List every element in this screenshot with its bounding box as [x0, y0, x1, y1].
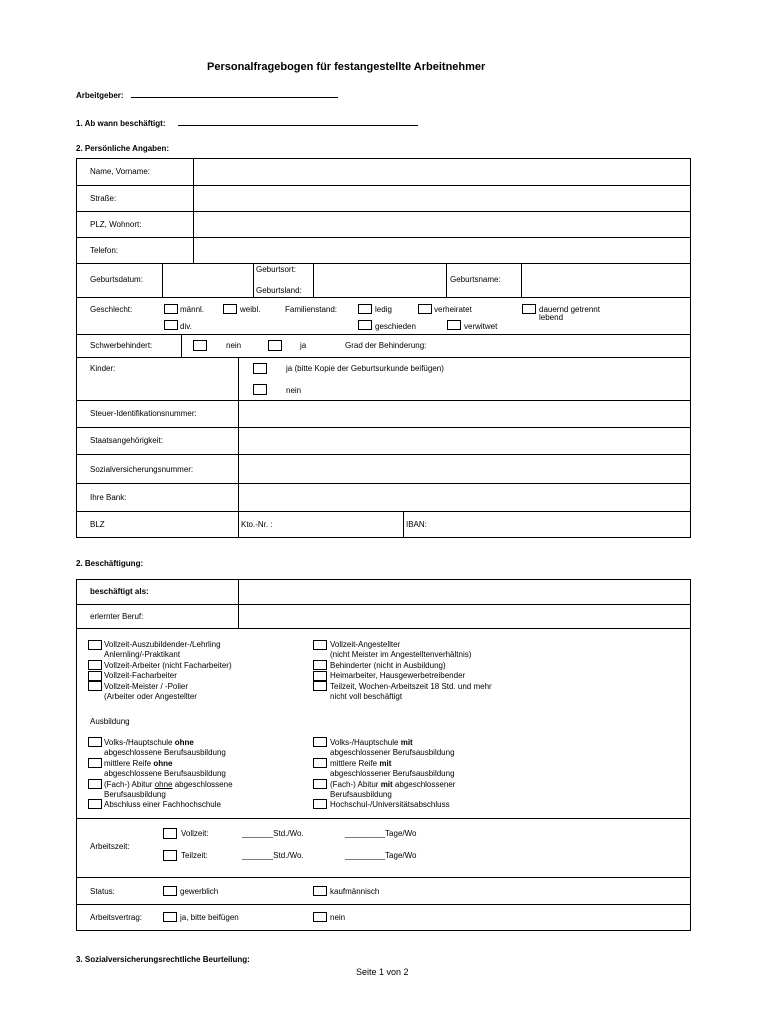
- edu-label: Abschluss einer Fachhochschule: [104, 800, 221, 809]
- children-yes-checkbox[interactable]: [253, 363, 267, 374]
- edu-hauptschule-ohne-checkbox[interactable]: [88, 737, 102, 747]
- edu-label: mittlere Reife mit: [330, 759, 392, 768]
- edu-realschule-mit-checkbox[interactable]: [313, 758, 327, 768]
- social-security-label: Sozialversicherungsnummer:: [90, 465, 194, 474]
- married-label: verheiratet: [434, 305, 472, 314]
- disabled-no-checkbox[interactable]: [193, 340, 207, 351]
- edu-label: abgeschlossener Berufsausbildung: [330, 748, 455, 757]
- parttime-worktime-checkbox[interactable]: [163, 850, 177, 861]
- children-label: Kinder:: [90, 364, 116, 373]
- disabled-worker-checkbox[interactable]: [313, 660, 327, 670]
- widowed-checkbox[interactable]: [447, 320, 461, 330]
- option-label: Behinderter (nicht in Ausbildung): [330, 661, 446, 670]
- option-label: Vollzeit-Meister / -Polier: [104, 682, 189, 691]
- option-label: (Arbeiter oder Angestellter: [104, 692, 197, 701]
- tax-id-label: Steuer-Identifikationsnummer:: [90, 409, 197, 418]
- edu-label: Berufsausbildung: [104, 790, 166, 799]
- bank-label: Ihre Bank:: [90, 493, 127, 502]
- birthplace-label: Geburtsort:: [256, 265, 297, 274]
- edu-abitur-mit-checkbox[interactable]: [313, 779, 327, 789]
- edu-label: (Fach-) Abitur ohne abgeschlossene: [104, 780, 233, 789]
- single-label: ledig: [375, 305, 392, 314]
- page-number: Seite 1 von 2: [356, 967, 409, 977]
- children-yes-label: ja (bitte Kopie der Geburtsurkunde beifügen): [286, 364, 444, 373]
- phone-label: Telefon:: [90, 246, 119, 255]
- fulltime-hours-field[interactable]: _______Std./Wo.: [242, 829, 304, 838]
- contract-yes-label: ja, bitte beifügen: [180, 913, 239, 922]
- marital-label: Familienstand:: [285, 305, 338, 314]
- parttime-hours-field[interactable]: _______Std./Wo.: [242, 851, 304, 860]
- edu-label: Hochschul-/Universitätsabschluss: [330, 800, 450, 809]
- edu-label: mittlere Reife ohne: [104, 759, 173, 768]
- start-date-field[interactable]: [178, 125, 418, 126]
- social-insurance-section-title: 3. Sozialversicherungsrechtliche Beurteilung:: [76, 955, 250, 964]
- commercial-label: gewerblich: [180, 887, 219, 896]
- contract-no-label: nein: [330, 913, 346, 922]
- separated-label-2: lebend: [539, 313, 564, 322]
- edu-realschule-ohne-checkbox[interactable]: [88, 758, 102, 768]
- contract-no-checkbox[interactable]: [313, 912, 327, 922]
- iban-label: IBAN:: [406, 520, 427, 529]
- separated-checkbox[interactable]: [522, 304, 536, 314]
- female-label: weibl.: [240, 305, 261, 314]
- page-title: Personalfragebogen für festangestellte Arbeitnehmer: [207, 61, 486, 73]
- commercial-checkbox[interactable]: [163, 886, 177, 896]
- single-checkbox[interactable]: [358, 304, 372, 314]
- option-label: Vollzeit-Arbeiter (nicht Facharbeiter): [104, 661, 232, 670]
- apprentice-checkbox[interactable]: [88, 640, 102, 650]
- divorced-label: geschieden: [375, 322, 416, 331]
- children-no-label: nein: [286, 386, 302, 395]
- birthcountry-label: Geburtsland:: [256, 286, 302, 295]
- personal-section-title: 2. Persönliche Angaben:: [76, 144, 170, 153]
- homeworker-checkbox[interactable]: [313, 671, 327, 681]
- disabled-no-label: nein: [226, 341, 242, 350]
- account-label: Kto.-Nr. :: [241, 520, 273, 529]
- skilled-worker-checkbox[interactable]: [88, 671, 102, 681]
- edu-label: Volks-/Hauptschule ohne: [104, 738, 194, 747]
- fulltime-checkbox[interactable]: [163, 828, 177, 839]
- female-checkbox[interactable]: [223, 304, 237, 314]
- name-label: Name, Vorname:: [90, 167, 151, 176]
- diverse-checkbox[interactable]: [164, 320, 178, 330]
- parttime-days-field[interactable]: _________Tage/Wo: [345, 851, 417, 860]
- worktime-label: Arbeitszeit:: [90, 842, 130, 851]
- male-checkbox[interactable]: [164, 304, 178, 314]
- option-label: Vollzeit-Angestellter: [330, 640, 401, 649]
- option-label: Vollzeit-Auszubildender-/Lehrling: [104, 640, 221, 649]
- married-checkbox[interactable]: [418, 304, 432, 314]
- trained-job-label: erlernter Beruf:: [90, 612, 144, 621]
- male-label: männl.: [180, 305, 205, 314]
- employer-label: Arbeitgeber:: [76, 91, 124, 100]
- divorced-checkbox[interactable]: [358, 320, 372, 330]
- disabled-yes-checkbox[interactable]: [268, 340, 282, 351]
- birthdate-label: Geburtsdatum:: [90, 275, 143, 284]
- contract-label: Arbeitsvertrag:: [90, 913, 143, 922]
- option-label: (nicht Meister im Angestelltenverhältnis): [330, 650, 472, 659]
- employee-checkbox[interactable]: [313, 640, 327, 650]
- status-label: Status:: [90, 887, 115, 896]
- disability-degree-label: Grad der Behinderung:: [345, 341, 427, 350]
- diverse-label: div.: [180, 322, 192, 331]
- edu-label: Volks-/Hauptschule mit: [330, 738, 413, 747]
- edu-label: abgeschlossene Berufsausbildung: [104, 748, 226, 757]
- parttime-label: Teilzeit:: [181, 851, 208, 860]
- edu-abitur-ohne-checkbox[interactable]: [88, 779, 102, 789]
- fulltime-label: Vollzeit:: [181, 829, 209, 838]
- edu-label: Berufsausbildung: [330, 790, 392, 799]
- employer-field[interactable]: [131, 97, 338, 98]
- parttime-checkbox[interactable]: [313, 681, 327, 691]
- street-label: Straße:: [90, 194, 117, 203]
- edu-fachhochschule-checkbox[interactable]: [88, 799, 102, 809]
- clerical-checkbox[interactable]: [313, 886, 327, 896]
- children-no-checkbox[interactable]: [253, 384, 267, 395]
- edu-label: (Fach-) Abitur mit abgeschlossener: [330, 780, 456, 789]
- disabled-label: Schwerbehindert:: [90, 341, 153, 350]
- edu-university-checkbox[interactable]: [313, 799, 327, 809]
- disabled-yes-label: ja: [300, 341, 307, 350]
- edu-label: abgeschlossener Berufsausbildung: [330, 769, 455, 778]
- option-label: Teilzeit, Wochen-Arbeitszeit 18 Std. und mehr: [330, 682, 492, 691]
- education-label: Ausbildung: [90, 717, 130, 726]
- separated-label: dauernd getrennt: [539, 305, 600, 314]
- option-label: Anlernling/-Praktikant: [104, 650, 181, 659]
- blz-label: BLZ: [90, 520, 105, 529]
- employed-as-label: beschäftigt als:: [90, 587, 149, 596]
- option-label: Vollzeit-Facharbeiter: [104, 671, 177, 680]
- worker-checkbox[interactable]: [88, 660, 102, 670]
- zip-city-label: PLZ, Wohnort:: [90, 220, 142, 229]
- gender-label: Geschlecht:: [90, 305, 133, 314]
- master-checkbox[interactable]: [88, 681, 102, 691]
- nationality-label: Staatsangehörigkeit:: [90, 436, 163, 445]
- edu-label: abgeschlossene Berufsausbildung: [104, 769, 226, 778]
- birthname-label: Geburtsname:: [450, 275, 501, 284]
- widowed-label: verwitwet: [464, 322, 498, 331]
- start-date-label: 1. Ab wann beschäftigt:: [76, 119, 166, 128]
- clerical-label: kaufmännisch: [330, 887, 380, 896]
- option-label: nicht voll beschäftigt: [330, 692, 403, 701]
- fulltime-days-field[interactable]: _________Tage/Wo: [345, 829, 417, 838]
- edu-hauptschule-mit-checkbox[interactable]: [313, 737, 327, 747]
- employment-section-title: 2. Beschäftigung:: [76, 559, 144, 568]
- contract-yes-checkbox[interactable]: [163, 912, 177, 922]
- option-label: Heimarbeiter, Hausgewerbetreibender: [330, 671, 466, 680]
